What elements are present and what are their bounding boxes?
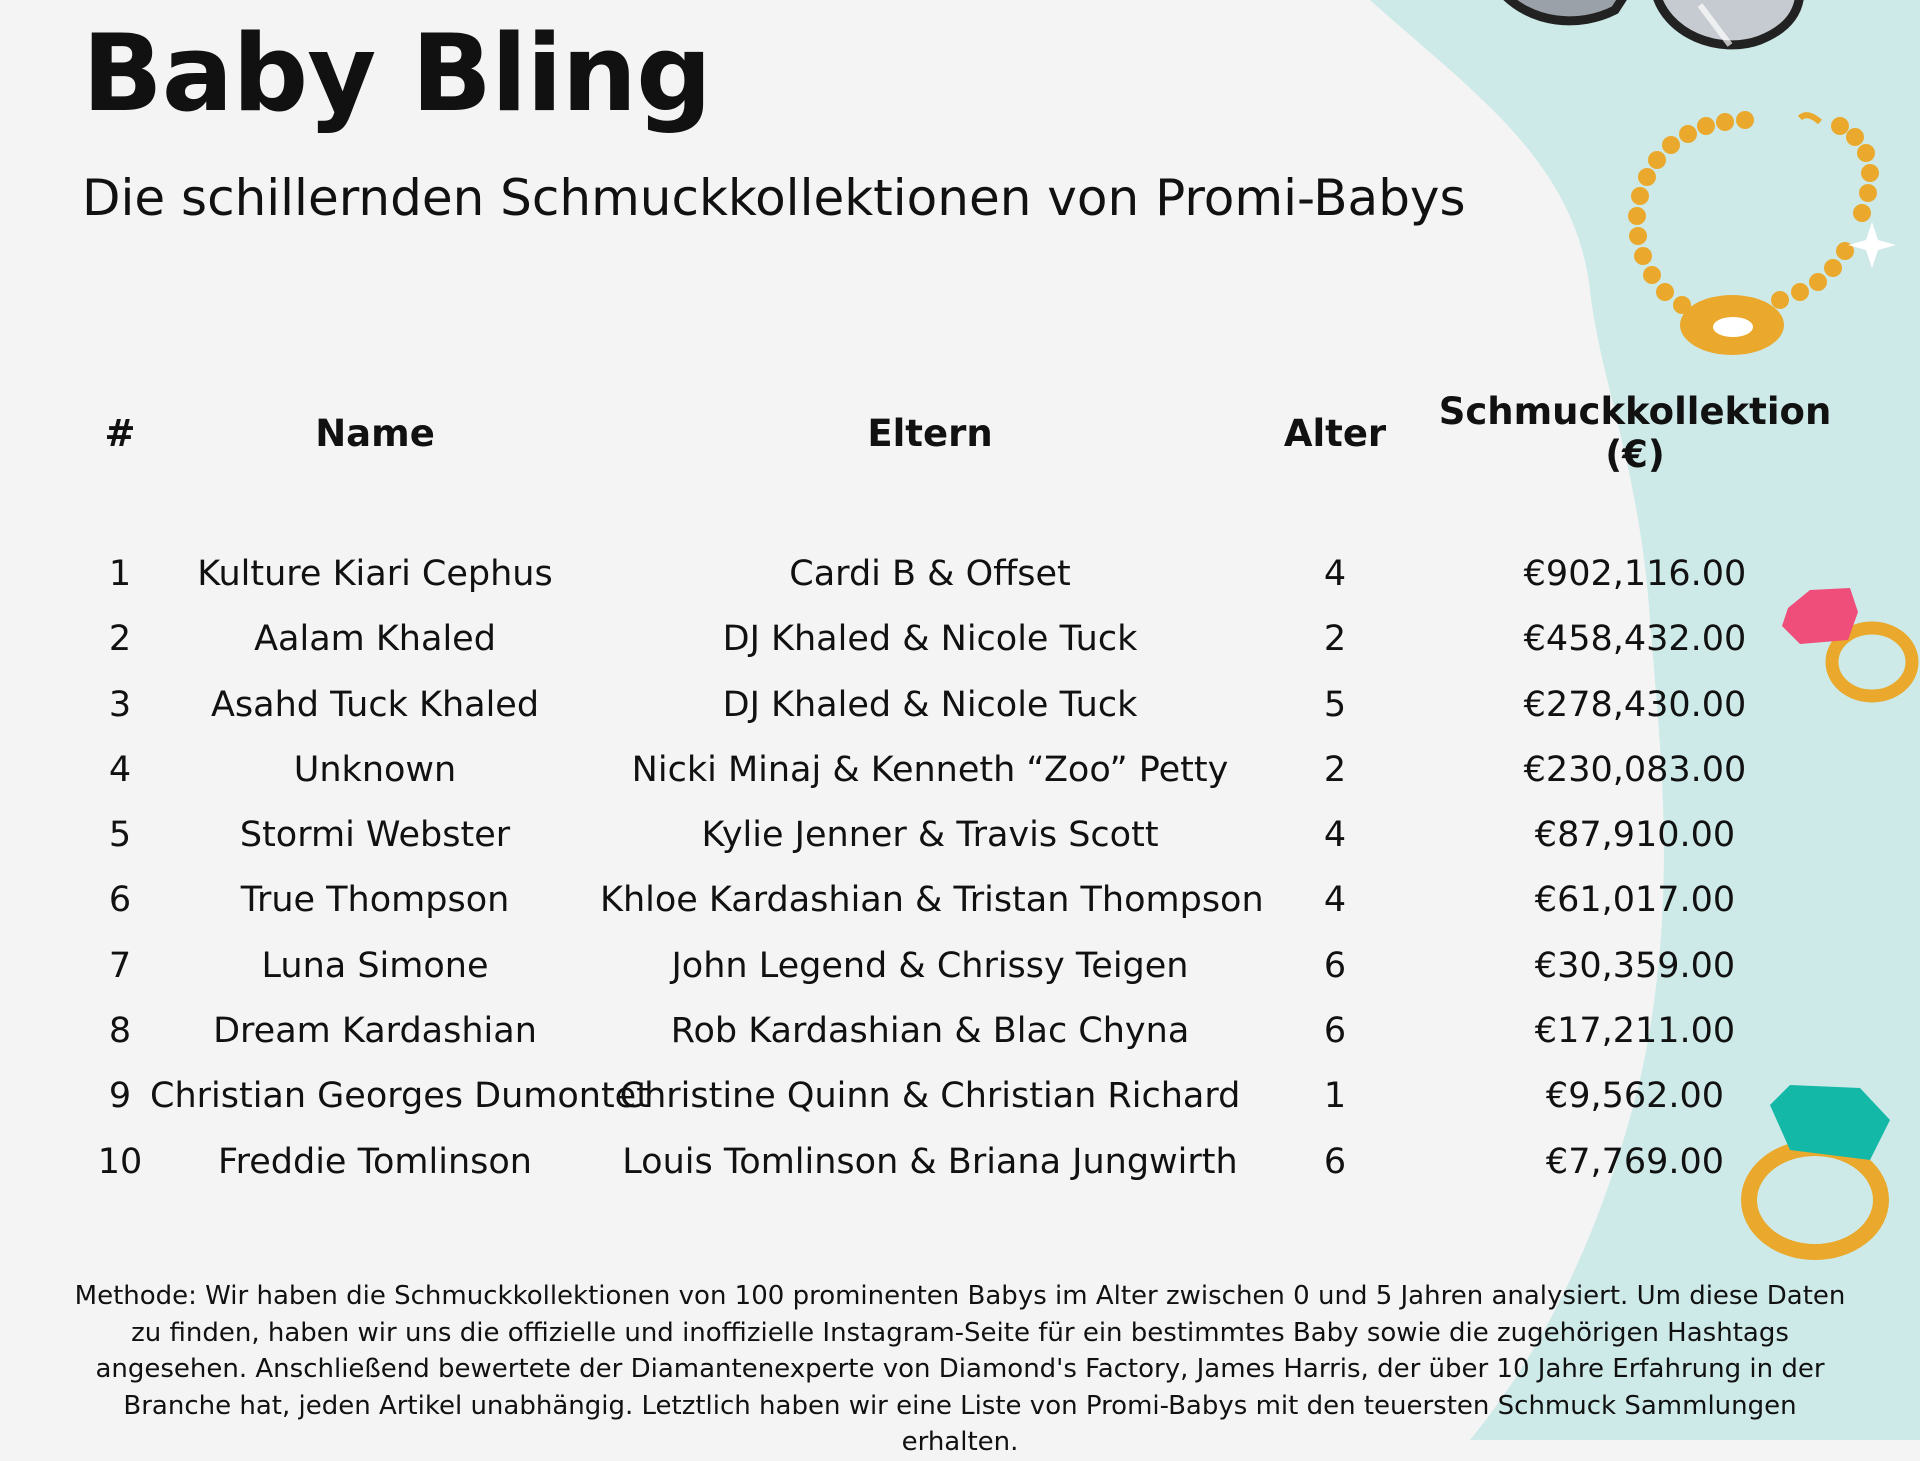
name-cell: Christian Georges Dumontet — [150, 1076, 650, 1117]
table-row — [90, 541, 1860, 606]
table-row — [90, 998, 1860, 1063]
column-header-name: Name — [315, 411, 435, 455]
table-row — [90, 1064, 1860, 1129]
name-cell: Freddie Tomlinson — [218, 1141, 532, 1182]
parents-cell: Nicki Minaj & Kenneth “Zoo” Petty — [631, 749, 1229, 790]
value-cell: €7,769.00 — [1545, 1141, 1725, 1182]
value-cell: €278,430.00 — [1523, 684, 1747, 725]
parents-cell: DJ Khaled & Nicole Tuck — [722, 619, 1138, 660]
table-row — [90, 672, 1860, 737]
parents-cell: Cardi B & Offset — [789, 553, 1071, 594]
age-cell: 1 — [1323, 1076, 1347, 1117]
age-cell: 4 — [1323, 815, 1347, 856]
name-cell: Aalam Khaled — [254, 619, 496, 660]
column-header-rank: # — [104, 411, 136, 455]
parents-cell: Christine Quinn & Christian Richard — [619, 1076, 1241, 1117]
value-cell: €61,017.00 — [1534, 880, 1736, 921]
rank-cell: 4 — [108, 749, 132, 790]
rank-cell: 10 — [97, 1141, 143, 1182]
parents-cell: Louis Tomlinson & Briana Jungwirth — [622, 1141, 1238, 1182]
name-cell: Asahd Tuck Khaled — [210, 684, 540, 725]
table-header-row — [90, 390, 1860, 476]
spacer-row — [90, 476, 1860, 541]
parents-cell: Khloe Kardashian & Tristan Thompson — [600, 880, 1264, 921]
name-cell: Dream Kardashian — [213, 1011, 537, 1052]
rank-cell: 7 — [108, 945, 132, 986]
rank-cell: 9 — [108, 1076, 132, 1117]
rank-cell: 8 — [108, 1011, 132, 1052]
name-cell: Unknown — [293, 749, 457, 790]
age-cell: 2 — [1323, 749, 1347, 790]
age-cell: 2 — [1323, 619, 1347, 660]
column-header-age: Alter — [1283, 411, 1387, 455]
methodology-note: Methode: Wir haben die Schmuckkollektionen von 100 prominenten Babys im Alter zwischen 0 und 5 Jahren analysiert. Um diese Daten zu finden, haben wir uns die offizielle und inoffizielle Instagram-Seite für ein bestimmtes Baby sowie die zugehörigen Hashtags angesehen. Anschließend bewertete der Diamantenexperte von Diamond's Factory, James Harris, der über 10 Jahre Erfahrung in der Branche hat, jeden Artikel unabhängig. Letztlich haben wir eine Liste von Promi-Babys mit den teuersten Schmuck Sammlungen erhalten. — [74, 1281, 1846, 1457]
name-cell: True Thompson — [240, 880, 510, 921]
value-cell: €458,432.00 — [1523, 619, 1747, 660]
column-header-parents: Eltern — [867, 411, 993, 455]
rank-cell: 1 — [108, 553, 132, 594]
name-cell: Kulture Kiari Cephus — [197, 553, 553, 594]
value-cell: €9,562.00 — [1545, 1076, 1725, 1117]
rank-cell: 2 — [108, 619, 132, 660]
table-row — [90, 737, 1860, 802]
rank-cell: 3 — [108, 684, 132, 725]
page-subtitle: Die schillernden Schmuckkollektionen von Promi-Babys — [82, 169, 1466, 227]
table-row — [90, 933, 1860, 998]
rank-cell: 5 — [108, 815, 132, 856]
parents-cell: Rob Kardashian & Blac Chyna — [670, 1011, 1190, 1052]
column-header-jewelry-value: Schmuckkollektion (€) — [1438, 390, 1832, 476]
parents-cell: John Legend & Chrissy Teigen — [671, 945, 1189, 986]
name-cell: Stormi Webster — [239, 815, 511, 856]
table-row — [90, 1129, 1860, 1194]
age-cell: 4 — [1323, 553, 1347, 594]
parents-cell: DJ Khaled & Nicole Tuck — [722, 684, 1138, 725]
age-cell: 5 — [1323, 684, 1347, 725]
table-row — [90, 607, 1860, 672]
value-cell: €30,359.00 — [1534, 945, 1736, 986]
name-cell: Luna Simone — [261, 945, 489, 986]
parents-cell: Kylie Jenner & Travis Scott — [701, 815, 1159, 856]
ranking-table — [90, 390, 1860, 1194]
value-cell: €17,211.00 — [1534, 1011, 1736, 1052]
age-cell: 6 — [1323, 945, 1347, 986]
age-cell: 6 — [1323, 1011, 1347, 1052]
value-cell: €87,910.00 — [1534, 815, 1736, 856]
value-cell: €230,083.00 — [1523, 749, 1747, 790]
age-cell: 6 — [1323, 1141, 1347, 1182]
rank-cell: 6 — [108, 880, 132, 921]
table-row — [90, 868, 1860, 933]
value-cell: €902,116.00 — [1523, 553, 1747, 594]
age-cell: 4 — [1323, 880, 1347, 921]
table-row — [90, 802, 1860, 867]
page-title: Baby Bling — [82, 12, 712, 135]
